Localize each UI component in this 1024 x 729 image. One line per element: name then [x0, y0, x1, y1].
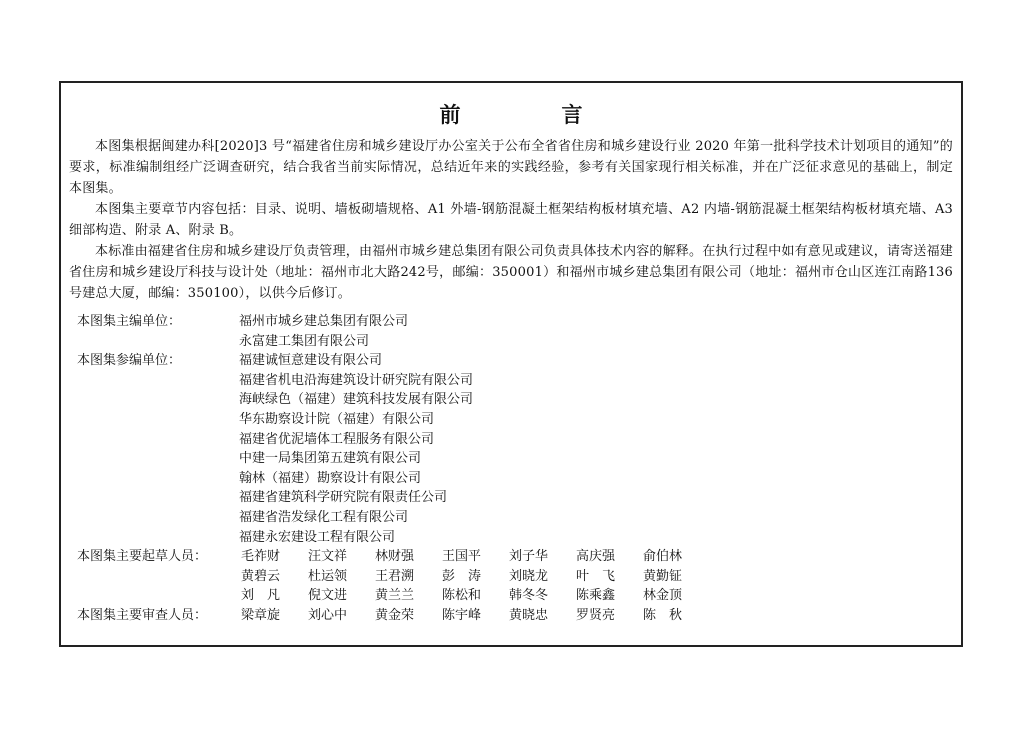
contributors-list: [69, 312, 949, 626]
participating-editor-row: [69, 449, 949, 469]
drafter-name: 毛祚财: [241, 549, 281, 565]
drafter-name: 高庆强: [576, 549, 616, 565]
chief-editor-org: 永富建工集团有限公司: [239, 333, 370, 349]
drafter-name: 黄碧云: [241, 568, 281, 584]
participating-editor-row: [69, 488, 949, 508]
drafter-names: [241, 586, 710, 606]
participating-org: 福建诚恒意建设有限公司: [239, 353, 383, 369]
participating-editor-row: [69, 430, 949, 450]
reviewer-name: 黄金荣: [375, 607, 415, 623]
participating-editor-row: [69, 351, 949, 371]
participating-org: 福建永宏建设工程有限公司: [239, 529, 396, 545]
drafter-name: 倪文进: [308, 588, 348, 604]
drafters-row: [69, 586, 949, 606]
participating-editor-row: [69, 469, 949, 489]
reviewer-name: 陈 秋: [643, 607, 683, 623]
drafter-names: [241, 547, 710, 567]
chief-editor-label: 本图集主编单位：: [77, 314, 182, 329]
preface-paragraph-2: 本图集主要章节内容包括：目录、说明、墙板砌墙规格、A1 外墙-钢筋混凝土框架结构板材填充墙、A2 内墙-钢筋混凝土框架结构板材填充墙、A3 细部构造、附录 A、附录 B。: [69, 202, 953, 238]
reviewer-name: 黄晓忠: [509, 607, 549, 623]
drafter-name: 黄勤钲: [643, 568, 683, 584]
drafter-name: 叶 飞: [576, 568, 616, 584]
drafter-name: 汪文祥: [308, 549, 348, 565]
drafter-name: 刘子华: [509, 549, 549, 565]
reviewer-name: 梁章旋: [241, 607, 281, 623]
chief-editor-row: [69, 332, 949, 352]
reviewer-name: 罗贤亮: [576, 607, 616, 623]
drafter-name: 林金顶: [643, 588, 683, 604]
drafter-name: 王国平: [442, 549, 482, 565]
reviewers-row: [69, 606, 949, 626]
participating-org: 福建省建筑科学研究院有限责任公司: [239, 490, 448, 506]
participating-org: 华东勘察设计院（福建）有限公司: [239, 411, 435, 427]
drafter-name: 黄兰兰: [375, 588, 415, 604]
drafter-name: 刘晓龙: [509, 568, 549, 584]
participating-editor-row: [69, 508, 949, 528]
reviewer-name: 刘心中: [308, 607, 348, 623]
preface-paragraph-3: 本标准由福建省住房和城乡建设厅负责管理，由福州市城乡建总集团有限公司负责具体技术内容的解释。在执行过程中如有意见或建议，请寄送福建省住房和城乡建设厅科技与设计处（地址：福州市北大路242号，邮编：350001）和福州市城乡建总集团有限公司（地址：福州市仓山区连江南路136号建总大厦，邮编：350100），以供今后修订。: [69, 244, 954, 301]
drafter-name: 刘 凡: [241, 588, 281, 604]
drafter-name: 林财强: [375, 549, 415, 565]
reviewer-name: 陈宇峰: [442, 607, 482, 623]
preface-body: [69, 136, 953, 304]
drafter-name: 韩冬冬: [509, 588, 549, 604]
drafter-name: 杜运领: [308, 568, 348, 584]
participating-editor-label: 本图集参编单位：: [77, 353, 182, 369]
participating-editor-row: [69, 410, 949, 430]
reviewer-names: [241, 606, 710, 626]
drafters-row: [69, 567, 949, 587]
drafters-row: [69, 547, 949, 567]
participating-org: 中建一局集团第五建筑有限公司: [239, 451, 422, 467]
drafter-name: 俞伯林: [643, 549, 683, 565]
drafters-label: 本图集主要起草人员：: [77, 549, 208, 565]
chief-editor-org: 福州市城乡建总集团有限公司: [239, 314, 409, 329]
participating-editor-row: [69, 528, 949, 548]
participating-org: 福建省机电沿海建筑设计研究院有限公司: [239, 372, 474, 388]
participating-editor-row: [69, 371, 949, 391]
page-title: 前 言: [439, 103, 623, 127]
participating-org: 福建省优泥墙体工程服务有限公司: [239, 431, 435, 447]
participating-org: 福建省浩发绿化工程有限公司: [239, 509, 409, 525]
preface-paragraph-1: 本图集根据闽建办科[2020]3 号“福建省住房和城乡建设厅办公室关于公布全省省住房和城乡建设行业 2020 年第一批科学技术计划项目的通知”的要求，标准编制组经广泛调查研究，结合我省当前实际情况，总结近年来的实践经验，参考有关国家现行相关标准，并在广泛征求意见的基础上，制定本图集。: [69, 139, 953, 196]
participating-org: 海峡绿色（福建）建筑科技发展有限公司: [239, 392, 474, 408]
drafter-name: 陈松和: [442, 588, 482, 604]
drafter-name: 王君溯: [375, 568, 415, 584]
reviewers-label: 本图集主要审查人员：: [77, 607, 208, 623]
drafter-name: 陈乘鑫: [576, 588, 616, 604]
drafter-name: 彭 涛: [442, 568, 482, 584]
participating-org: 翰林（福建）勘察设计有限公司: [239, 470, 422, 486]
chief-editor-row: [69, 312, 949, 332]
drafter-names: [241, 567, 710, 587]
document-frame: [59, 81, 963, 647]
participating-editor-row: [69, 390, 949, 410]
